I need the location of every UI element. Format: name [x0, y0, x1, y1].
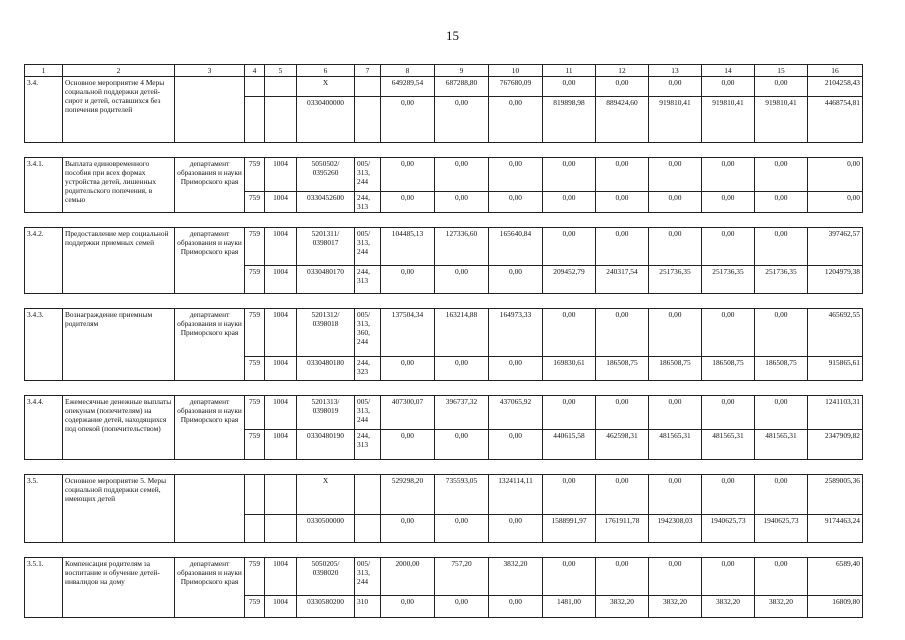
amount-cell: 649289,54 — [381, 77, 435, 97]
grbs-cell: 759 — [245, 192, 265, 213]
amount-cell: 251736,35 — [649, 266, 702, 294]
table-row — [25, 558, 863, 596]
amount-cell: 137504,34 — [381, 309, 435, 357]
amount-cell: 3832,20 — [489, 558, 543, 596]
amount-cell: 0,00 — [702, 77, 755, 97]
table-row — [25, 77, 863, 97]
amount-cell: 127336,60 — [435, 228, 489, 266]
expense-type-cell — [355, 515, 381, 543]
amount-cell: 0,00 — [489, 97, 543, 143]
amount-cell: 3832,20 — [755, 596, 808, 618]
header-row — [25, 65, 863, 77]
amount-cell: 0,00 — [755, 192, 808, 213]
header-cell: 11 — [543, 65, 596, 77]
amount-cell: 0,00 — [649, 192, 702, 213]
amount-cell: 1940625,73 — [702, 515, 755, 543]
amount-cell: 0,00 — [381, 97, 435, 143]
amount-cell: 1942308,03 — [649, 515, 702, 543]
target-article-cell: 5201313/ 0398019 — [297, 396, 355, 430]
amount-cell: 0,00 — [808, 192, 863, 213]
item-code-cell: 3.4. — [25, 77, 63, 143]
target-article-cell: 5201311/ 0398017 — [297, 228, 355, 266]
target-article-cell: X — [297, 475, 355, 515]
amount-cell: 919810,41 — [755, 97, 808, 143]
amount-cell: 0,00 — [489, 430, 543, 460]
amount-cell: 687288,80 — [435, 77, 489, 97]
expense-type-cell: 005/ 313, 360, 244 — [355, 309, 381, 357]
amount-cell: 0,00 — [596, 192, 649, 213]
executor-cell: департамент образования и науки Приморского края — [175, 558, 245, 618]
amount-cell: 1481,00 — [543, 596, 596, 618]
section-cell — [265, 475, 297, 515]
header-cell: 10 — [489, 65, 543, 77]
header-cell: 4 — [245, 65, 265, 77]
item-code-cell: 3.4.1. — [25, 158, 63, 213]
expense-type-cell: 244, 313 — [355, 192, 381, 213]
amount-cell: 186508,75 — [596, 357, 649, 381]
executor-cell: департамент образования и науки Приморского края — [175, 396, 245, 460]
section-cell — [265, 515, 297, 543]
amount-cell: 0,00 — [702, 558, 755, 596]
header-cell: 12 — [596, 65, 649, 77]
amount-cell: 0,00 — [435, 515, 489, 543]
grbs-cell: 759 — [245, 228, 265, 266]
target-article-cell: 0330500000 — [297, 515, 355, 543]
expense-type-cell — [355, 475, 381, 515]
amount-cell: 0,00 — [543, 228, 596, 266]
table-row — [25, 309, 863, 357]
amount-cell: 889424,60 — [596, 97, 649, 143]
grbs-cell — [245, 475, 265, 515]
target-article-cell: X — [297, 77, 355, 97]
amount-cell: 16809,80 — [808, 596, 863, 618]
grbs-cell: 759 — [245, 158, 265, 192]
amount-cell: 0,00 — [489, 596, 543, 618]
grbs-cell — [245, 97, 265, 143]
amount-cell: 0,00 — [435, 158, 489, 192]
grbs-cell: 759 — [245, 266, 265, 294]
amount-cell: 0,00 — [596, 228, 649, 266]
amount-cell: 251736,35 — [702, 266, 755, 294]
amount-cell: 104485,13 — [381, 228, 435, 266]
spacer-row — [25, 460, 863, 475]
amount-cell: 0,00 — [543, 396, 596, 430]
item-code-cell: 3.4.2. — [25, 228, 63, 294]
amount-cell: 397462,57 — [808, 228, 863, 266]
amount-cell: 437065,92 — [489, 396, 543, 430]
header-cell: 5 — [265, 65, 297, 77]
spacer-row — [25, 294, 863, 309]
item-code-cell: 3.4.4. — [25, 396, 63, 460]
amount-cell: 0,00 — [543, 309, 596, 357]
target-article-cell: 5050502/ 0395260 — [297, 158, 355, 192]
amount-cell: 0,00 — [596, 475, 649, 515]
item-code-cell: 3.5. — [25, 475, 63, 543]
amount-cell: 0,00 — [702, 475, 755, 515]
section-cell: 1004 — [265, 309, 297, 357]
amount-cell: 0,00 — [755, 158, 808, 192]
amount-cell: 1324114,11 — [489, 475, 543, 515]
amount-cell: 0,00 — [755, 77, 808, 97]
target-article-cell: 0330400000 — [297, 97, 355, 143]
amount-cell: 0,00 — [649, 228, 702, 266]
expense-type-cell: 244, 323 — [355, 357, 381, 381]
amount-cell: 165640,84 — [489, 228, 543, 266]
section-cell: 1004 — [265, 192, 297, 213]
header-cell: 13 — [649, 65, 702, 77]
page-number: 15 — [446, 28, 459, 43]
grbs-cell: 759 — [245, 430, 265, 460]
amount-cell: 481565,31 — [649, 430, 702, 460]
header-cell: 8 — [381, 65, 435, 77]
item-name-cell: Основное мероприятие 4 Меры социальной поддержки детей-сирот и детей, оставшихся без попечения родителей — [63, 77, 175, 143]
amount-cell: 0,00 — [381, 266, 435, 294]
amount-cell: 186508,75 — [755, 357, 808, 381]
amount-cell: 2000,00 — [381, 558, 435, 596]
amount-cell: 0,00 — [649, 475, 702, 515]
amount-cell: 2104258,43 — [808, 77, 863, 97]
expense-type-cell: 244, 313 — [355, 430, 381, 460]
grbs-cell — [245, 77, 265, 97]
amount-cell: 0,00 — [381, 158, 435, 192]
amount-cell: 462598,31 — [596, 430, 649, 460]
amount-cell: 0,00 — [755, 228, 808, 266]
amount-cell: 0,00 — [596, 77, 649, 97]
amount-cell: 0,00 — [649, 309, 702, 357]
spacer-row — [25, 543, 863, 558]
expense-type-cell: 005/ 313, 244 — [355, 228, 381, 266]
amount-cell: 767680,09 — [489, 77, 543, 97]
amount-cell: 0,00 — [489, 515, 543, 543]
amount-cell: 0,00 — [381, 430, 435, 460]
amount-cell: 0,00 — [381, 515, 435, 543]
amount-cell: 0,00 — [755, 309, 808, 357]
amount-cell: 0,00 — [543, 475, 596, 515]
amount-cell: 0,00 — [596, 309, 649, 357]
item-name-cell: Предоставление мер социальной поддержки приемных семей — [63, 228, 175, 294]
section-cell: 1004 — [265, 558, 297, 596]
amount-cell: 0,00 — [435, 596, 489, 618]
item-code-cell: 3.5.1. — [25, 558, 63, 618]
budget-table — [24, 64, 863, 618]
amount-cell: 0,00 — [435, 192, 489, 213]
amount-cell: 0,00 — [435, 266, 489, 294]
amount-cell: 186508,75 — [649, 357, 702, 381]
grbs-cell — [245, 515, 265, 543]
amount-cell: 186508,75 — [702, 357, 755, 381]
amount-cell: 251736,35 — [755, 266, 808, 294]
item-name-cell: Выплата единовременного пособия при всех формах устройства детей, лишенных родительского попечения, в семью — [63, 158, 175, 213]
amount-cell: 0,00 — [702, 192, 755, 213]
amount-cell: 0,00 — [489, 192, 543, 213]
amount-cell: 0,00 — [649, 396, 702, 430]
amount-cell: 0,00 — [381, 596, 435, 618]
amount-cell: 0,00 — [381, 192, 435, 213]
header-cell: 15 — [755, 65, 808, 77]
expense-type-cell — [355, 97, 381, 143]
target-article-cell: 0330580200 — [297, 596, 355, 618]
amount-cell: 0,00 — [596, 158, 649, 192]
amount-cell: 0,00 — [435, 357, 489, 381]
amount-cell: 3832,20 — [702, 596, 755, 618]
amount-cell: 0,00 — [702, 309, 755, 357]
spacer-row — [25, 213, 863, 228]
amount-cell: 0,00 — [755, 396, 808, 430]
spacer-cell — [25, 294, 863, 309]
expense-type-cell: 005/ 313, 244 — [355, 158, 381, 192]
table-row — [25, 158, 863, 192]
amount-cell: 0,00 — [649, 158, 702, 192]
amount-cell: 481565,31 — [702, 430, 755, 460]
spacer-cell — [25, 213, 863, 228]
amount-cell: 1761911,78 — [596, 515, 649, 543]
section-cell: 1004 — [265, 266, 297, 294]
amount-cell: 407300,07 — [381, 396, 435, 430]
header-cell: 2 — [63, 65, 175, 77]
section-cell: 1004 — [265, 228, 297, 266]
table-row — [25, 475, 863, 515]
section-cell — [265, 77, 297, 97]
amount-cell: 3832,20 — [596, 596, 649, 618]
amount-cell: 0,00 — [702, 158, 755, 192]
amount-cell: 0,00 — [755, 475, 808, 515]
amount-cell: 0,00 — [543, 192, 596, 213]
header-cell: 7 — [355, 65, 381, 77]
amount-cell: 2589005,36 — [808, 475, 863, 515]
amount-cell: 0,00 — [702, 396, 755, 430]
amount-cell: 0,00 — [489, 357, 543, 381]
target-article-cell: 0330452600 — [297, 192, 355, 213]
table-row — [25, 396, 863, 430]
amount-cell: 169830,61 — [543, 357, 596, 381]
expense-type-cell: 310 — [355, 596, 381, 618]
expense-type-cell: 005/ 313, 244 — [355, 558, 381, 596]
amount-cell: 209452,79 — [543, 266, 596, 294]
amount-cell: 6589,40 — [808, 558, 863, 596]
grbs-cell: 759 — [245, 357, 265, 381]
expense-type-cell — [355, 77, 381, 97]
amount-cell: 0,00 — [755, 558, 808, 596]
item-name-cell: Вознаграждение приемным родителям — [63, 309, 175, 381]
section-cell: 1004 — [265, 596, 297, 618]
amount-cell: 3832,20 — [649, 596, 702, 618]
amount-cell: 0,00 — [489, 266, 543, 294]
header-cell: 14 — [702, 65, 755, 77]
grbs-cell: 759 — [245, 558, 265, 596]
section-cell: 1004 — [265, 396, 297, 430]
section-cell: 1004 — [265, 158, 297, 192]
header-cell: 9 — [435, 65, 489, 77]
amount-cell: 0,00 — [543, 77, 596, 97]
section-cell: 1004 — [265, 357, 297, 381]
executor-cell: департамент образования и науки Приморского края — [175, 309, 245, 381]
grbs-cell: 759 — [245, 309, 265, 357]
amount-cell: 4468754,81 — [808, 97, 863, 143]
amount-cell: 0,00 — [489, 158, 543, 192]
amount-cell: 0,00 — [381, 357, 435, 381]
amount-cell: 757,20 — [435, 558, 489, 596]
amount-cell: 0,00 — [435, 430, 489, 460]
amount-cell: 481565,31 — [755, 430, 808, 460]
table-row — [25, 228, 863, 266]
item-name-cell: Ежемесячные денежные выплаты опекунам (попечителям) на содержание детей, находящихся под опекой (попечительством) — [63, 396, 175, 460]
grbs-cell: 759 — [245, 596, 265, 618]
header-cell: 16 — [808, 65, 863, 77]
target-article-cell: 0330480190 — [297, 430, 355, 460]
spacer-cell — [25, 543, 863, 558]
amount-cell: 396737,32 — [435, 396, 489, 430]
amount-cell: 0,00 — [543, 558, 596, 596]
amount-cell: 2347909,82 — [808, 430, 863, 460]
expense-type-cell: 005/ 313, 244 — [355, 396, 381, 430]
item-name-cell: Основное мероприятие 5. Меры социальной поддержки семей, имеющих детей — [63, 475, 175, 543]
amount-cell: 1204979,38 — [808, 266, 863, 294]
executor-cell — [175, 475, 245, 543]
amount-cell: 0,00 — [543, 158, 596, 192]
spacer-cell — [25, 460, 863, 475]
amount-cell: 919810,41 — [649, 97, 702, 143]
section-cell: 1004 — [265, 430, 297, 460]
amount-cell: 735593,05 — [435, 475, 489, 515]
amount-cell: 0,00 — [596, 396, 649, 430]
target-article-cell: 5201312/ 0398018 — [297, 309, 355, 357]
amount-cell: 1241103,31 — [808, 396, 863, 430]
header-cell: 1 — [25, 65, 63, 77]
amount-cell: 1940625,73 — [755, 515, 808, 543]
header-cell: 6 — [297, 65, 355, 77]
amount-cell: 529298,20 — [381, 475, 435, 515]
amount-cell: 163214,88 — [435, 309, 489, 357]
amount-cell: 0,00 — [808, 158, 863, 192]
spacer-row — [25, 143, 863, 158]
grbs-cell: 759 — [245, 396, 265, 430]
header-cell: 3 — [175, 65, 245, 77]
amount-cell: 819898,98 — [543, 97, 596, 143]
amount-cell: 0,00 — [649, 558, 702, 596]
spacer-row — [25, 381, 863, 396]
amount-cell: 240317,54 — [596, 266, 649, 294]
target-article-cell: 0330480180 — [297, 357, 355, 381]
amount-cell: 164973,33 — [489, 309, 543, 357]
amount-cell: 0,00 — [596, 558, 649, 596]
spacer-cell — [25, 381, 863, 396]
amount-cell: 465692,55 — [808, 309, 863, 357]
item-code-cell: 3.4.3. — [25, 309, 63, 381]
executor-cell: департамент образования и науки Приморского края — [175, 158, 245, 213]
executor-cell: департамент образования и науки Приморского края — [175, 228, 245, 294]
amount-cell: 0,00 — [702, 228, 755, 266]
amount-cell: 0,00 — [435, 97, 489, 143]
amount-cell: 9174463,24 — [808, 515, 863, 543]
target-article-cell: 5050205/ 0398020 — [297, 558, 355, 596]
section-cell — [265, 97, 297, 143]
amount-cell: 0,00 — [649, 77, 702, 97]
item-name-cell: Компенсация родителям за воспитание и обучение детей-инвалидов на дому — [63, 558, 175, 618]
amount-cell: 440615,58 — [543, 430, 596, 460]
expense-type-cell: 244, 313 — [355, 266, 381, 294]
amount-cell: 915865,61 — [808, 357, 863, 381]
spacer-cell — [25, 143, 863, 158]
amount-cell: 919810,41 — [702, 97, 755, 143]
amount-cell: 1588991,97 — [543, 515, 596, 543]
target-article-cell: 0330480170 — [297, 266, 355, 294]
executor-cell — [175, 77, 245, 143]
